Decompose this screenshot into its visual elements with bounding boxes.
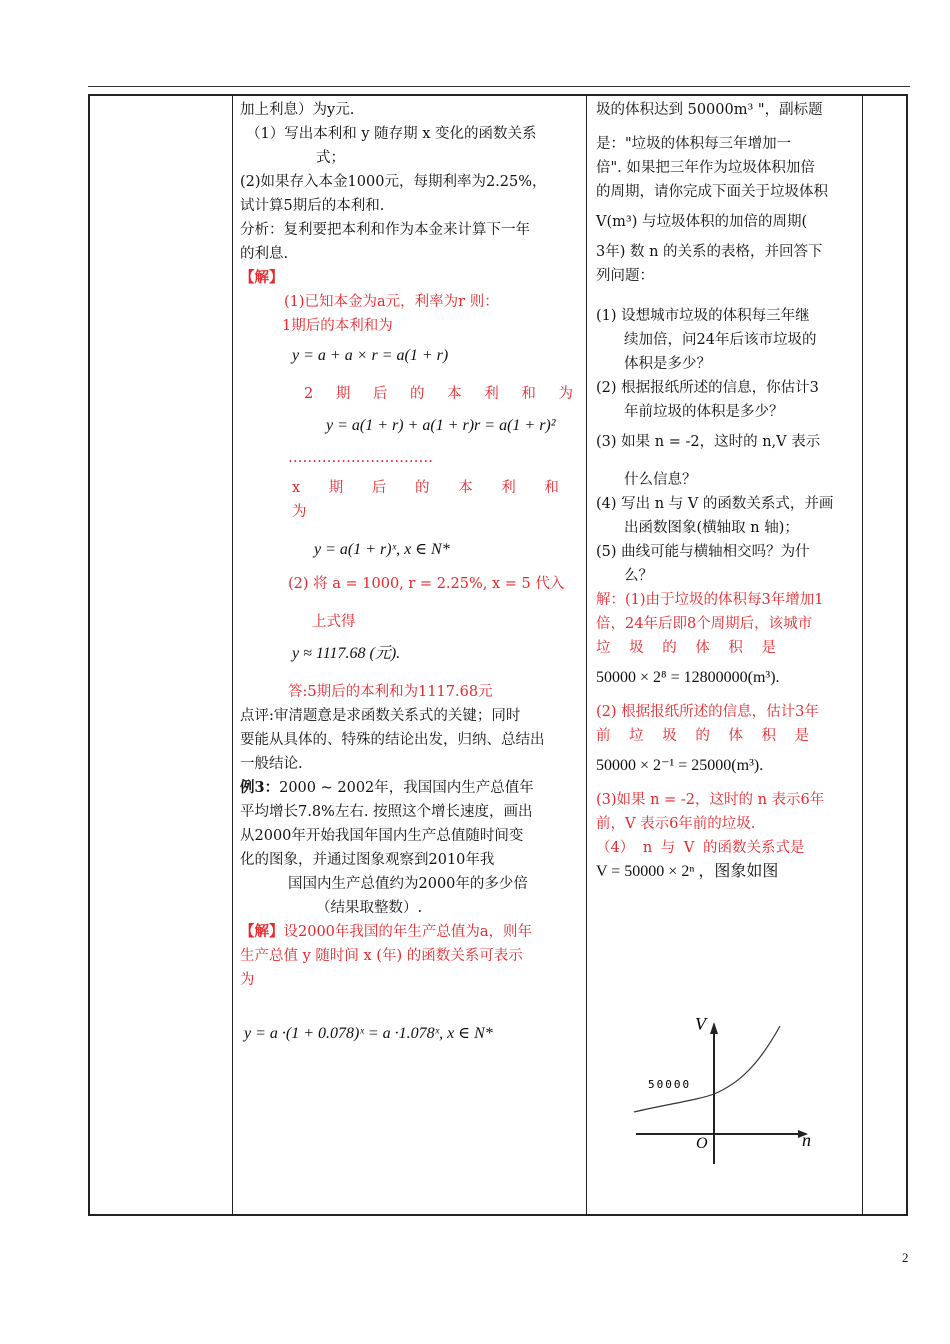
text-line: 一般结论.: [240, 756, 303, 772]
text-line: 列问题：: [596, 268, 654, 284]
text-line: 从2000年开始我国年国内生产总值随时间变: [240, 828, 524, 844]
text-line: 生产总值 y 随时间 x (年) 的函数关系可表示: [240, 948, 523, 964]
text-line: 什么信息？: [624, 472, 697, 488]
text-span: 设2000年我国的年生产总值为a，则年: [283, 924, 533, 940]
solution-label: 【解】: [240, 269, 284, 286]
text-line: 加上利息）为y元.: [240, 102, 355, 118]
formula: y = a(1 + r) + a(1 + r)r = a(1 + r)²: [326, 417, 556, 434]
text-line: 2 期 后 的 本 利 和 为: [304, 386, 573, 402]
text-line: [240, 920, 580, 944]
text-line: 平均增长7.8%左右. 按照这个增长速度，画出: [240, 804, 533, 820]
text-line: 垃 圾 的 体 积 是: [596, 640, 777, 656]
exponential-graph: [628, 1012, 828, 1167]
text-line: 3年) 数 n 的关系的表格，并回答下: [596, 244, 823, 260]
formula: V = 50000 × 2ⁿ ，图象如图: [596, 863, 779, 880]
text-line: (2) 将 a = 1000, r = 2.25%, x = 5 代入: [288, 576, 565, 592]
text-line: 为: [240, 972, 255, 988]
formula: y ≈ 1117.68 (元).: [292, 645, 401, 662]
formula: y = a + a × r = a(1 + r): [292, 347, 449, 364]
header-rule: [88, 86, 910, 87]
text-line: 的利息.: [240, 246, 289, 262]
text-line: 国国内生产总值约为2000年的多少倍: [288, 876, 528, 892]
text-line: 上式得: [312, 614, 356, 630]
text-line: 是："垃圾的体积每三年增加一: [596, 136, 792, 152]
answer-line: 答:5期后的本利和为1117.68元: [288, 684, 493, 700]
table-divider-3: [862, 94, 863, 1216]
text-span: 2000 ~ 2002年，我国国内生产总值年: [279, 780, 534, 796]
text-line: (1)已知本金为a元，利率为r 则：: [284, 294, 499, 310]
text-line: 1期后的本利和为: [282, 318, 393, 334]
formula: y = a ·(1 + 0.078)ˣ = a ·1.078ˣ, x ∈ N*: [244, 1025, 493, 1042]
text-line: 前 垃 圾 的 体 积 是: [596, 728, 810, 744]
ellipsis-line: …………………………: [288, 450, 433, 466]
exponential-curve: [634, 1026, 780, 1112]
column-exercise-text: [596, 98, 858, 884]
text-line: (2) 根据报纸所述的信息，估计3年: [596, 704, 819, 720]
x-axis-label: n: [802, 1130, 811, 1150]
text-line: （4） n 与 V 的函数关系式是: [596, 840, 805, 856]
text-line: (2) 根据报纸所述的信息，你估计3: [596, 380, 819, 396]
formula: 50000 × 2⁸ = 12800000(m³).: [596, 669, 780, 686]
example-label: 例3：: [240, 779, 280, 796]
text-line: (3) 如果 n = -2，这时的 n,V 表示: [596, 434, 821, 450]
text-line: V(m³) 与垃圾体积的加倍的周期(: [596, 214, 808, 230]
text-line: x 期 后 的 本 利 和 为: [292, 480, 559, 520]
text-line: 倍". 如果把三年作为垃圾体积加倍: [596, 160, 815, 176]
solution-label: 【解】: [240, 923, 284, 940]
text-line: 出函数图象(横轴取 n 轴)；: [624, 520, 799, 536]
text-line: 体积是多少？: [624, 356, 711, 372]
origin-label: O: [696, 1135, 708, 1152]
text-line: 分析：复利要把本利和作为本金来计算下一年: [240, 222, 530, 238]
text-line: （1）写出本利和 y 随存期 x 变化的函数关系: [246, 126, 537, 142]
y-intercept-label: 50000: [648, 1078, 692, 1091]
text-line: (3)如果 n = -2，这时的 n 表示6年: [596, 792, 825, 808]
text-line: [240, 776, 580, 800]
y-axis-arrow: [710, 1022, 718, 1034]
text-line: 倍，24年后即8个周期后，该城市: [596, 616, 813, 632]
text-line: 式；: [316, 150, 345, 166]
text-line: 要能从具体的、特殊的结论出发，归纳、总结出: [240, 732, 545, 748]
table-divider-1: [232, 94, 233, 1216]
text-line: 前，V 表示6年前的垃圾.: [596, 816, 756, 832]
text-line: (1) 设想城市垃圾的体积每三年继: [596, 308, 810, 324]
text-line: 的周期，请你完成下面关于垃圾体积: [596, 184, 828, 200]
text-line: (4) 写出 n 与 V 的函数关系式，并画: [596, 496, 834, 512]
text-line: 试计算5期后的本利和.: [240, 198, 385, 214]
y-axis-label: V: [695, 1014, 706, 1034]
text-line: （结果取整数）.: [316, 900, 423, 916]
table-divider-2: [586, 94, 587, 1216]
text-line: 年前垃圾的体积是多少？: [624, 404, 784, 420]
text-line: 圾的体积达到 50000m³ "，副标题: [596, 102, 823, 118]
formula: y = a(1 + r)ˣ, x ∈ N*: [314, 541, 450, 558]
column-example-text: [240, 98, 580, 1046]
text-line: 化的图象，并通过图象观察到2010年我: [240, 852, 495, 868]
text-line: (5) 曲线可能与横轴相交吗？为什: [596, 544, 810, 560]
text-line: (2)如果存入本金1000元，每期利率为2.25%，: [240, 174, 547, 190]
text-line: 么？: [624, 568, 653, 584]
text-line: 点评:审清题意是求函数关系式的关键；同时: [240, 708, 521, 724]
formula: 50000 × 2⁻¹ = 25000(m³).: [596, 757, 764, 774]
text-line: 解：(1)由于垃圾的体积每3年增加1: [596, 592, 824, 608]
text-line: 续加倍，问24年后该市垃圾的: [624, 332, 817, 348]
page-number: 2: [902, 1250, 909, 1265]
